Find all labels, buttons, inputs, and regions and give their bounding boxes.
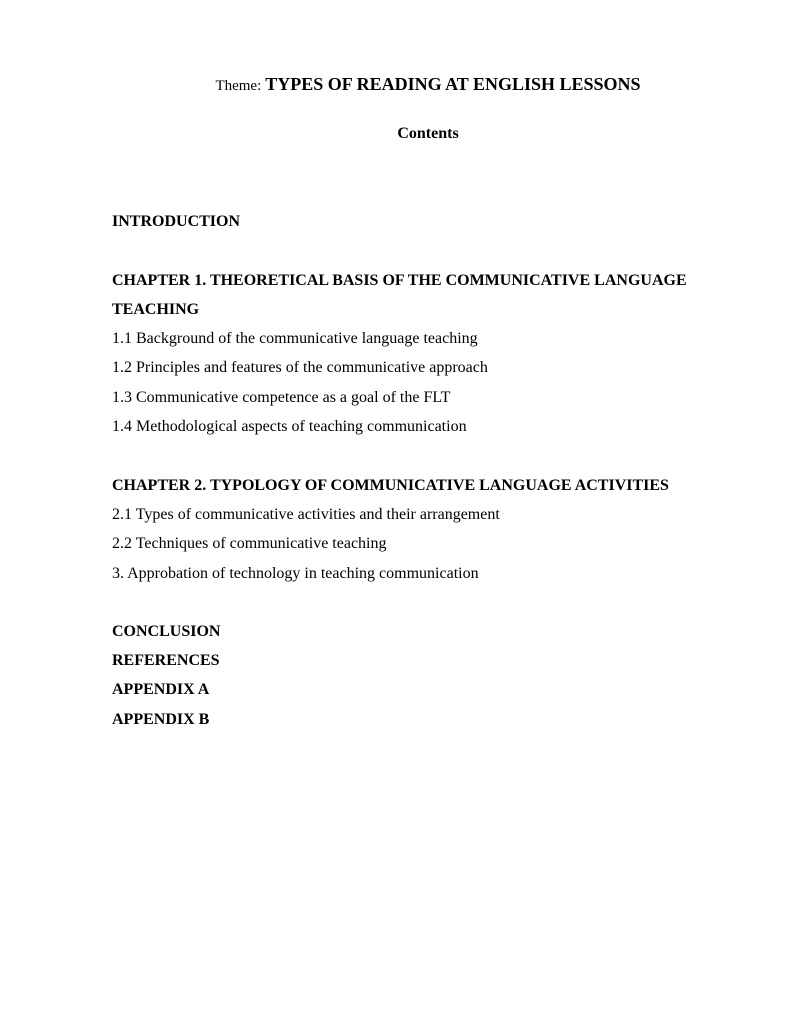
theme-title: TYPES OF READING AT ENGLISH LESSONS — [265, 74, 641, 94]
contents-heading: Contents — [397, 125, 459, 142]
toc-section-1-2: 1.2 Principles and features of the communicative approach — [112, 359, 488, 376]
toc-references: REFERENCES — [112, 652, 220, 669]
toc-section-2-1: 2.1 Types of communicative activities and their arrangement — [112, 506, 500, 523]
toc-chapter1-title: CHAPTER 1. THEORETICAL BASIS OF THE COMMUNICATIVE LANGUAGE — [112, 272, 687, 289]
toc-chapter1-title-continued: TEACHING — [112, 301, 200, 318]
toc-appendix-b: APPENDIX B — [112, 711, 210, 728]
theme-line — [0, 74, 800, 95]
toc-section-2-2: 2.2 Techniques of communicative teaching — [112, 535, 387, 552]
toc-conclusion: CONCLUSION — [112, 623, 221, 640]
toc-introduction: INTRODUCTION — [112, 213, 241, 230]
toc-section-1-4: 1.4 Methodological aspects of teaching communication — [112, 418, 467, 435]
toc-section-1-1: 1.1 Background of the communicative language teaching — [112, 330, 478, 347]
theme-label: Theme: — [215, 78, 262, 94]
toc-section-3: 3. Approbation of technology in teaching communication — [112, 565, 479, 582]
toc-section-1-3: 1.3 Communicative competence as a goal of the FLT — [112, 389, 451, 406]
toc-appendix-a: APPENDIX A — [112, 681, 210, 698]
toc-chapter2-title: CHAPTER 2. TYPOLOGY OF COMMUNICATIVE LANGUAGE ACTIVITIES — [112, 477, 669, 494]
